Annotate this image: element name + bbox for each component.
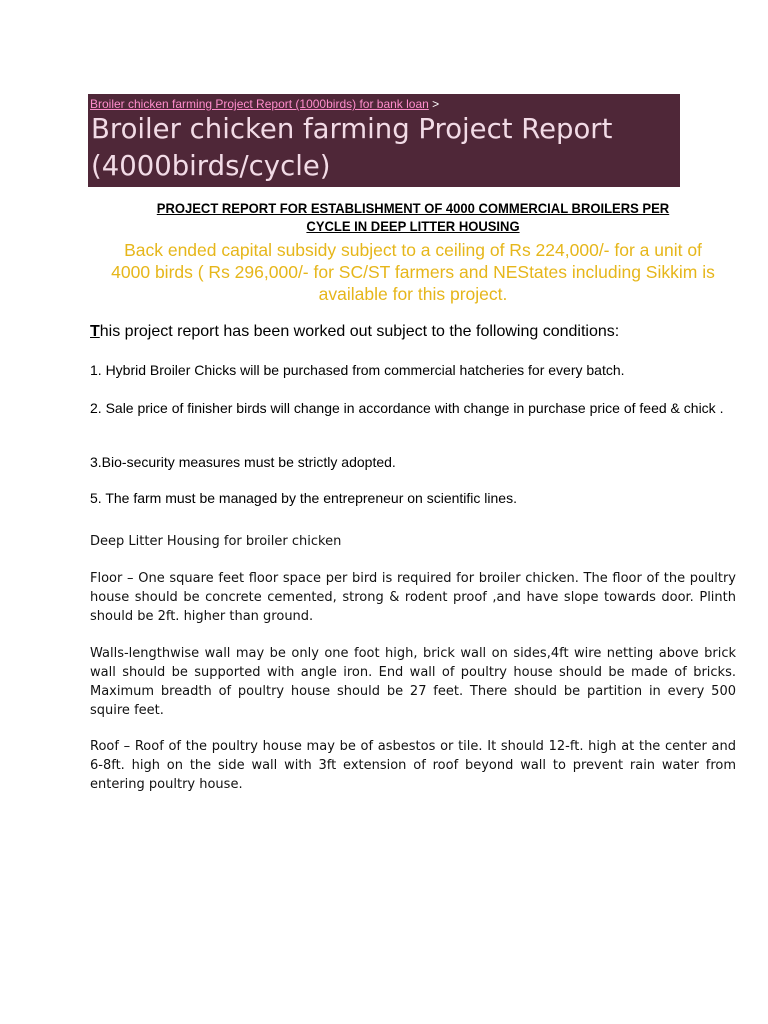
intro-dropcap: T xyxy=(90,323,100,340)
condition-item: 3.Bio-security measures must be strictly adopted. xyxy=(90,454,396,470)
condition-item: 5. The farm must be managed by the entrepreneur on scientific lines. xyxy=(90,490,517,506)
condition-item: 2. Sale price of finisher birds will change in accordance with change in purchase price of feed & chick . xyxy=(90,400,724,416)
page-title-line-2: (4000birds/cycle) xyxy=(91,150,331,182)
subsidy-line-1: Back ended capital subsidy subject to a ceiling of Rs 224,000/- for a unit of xyxy=(124,240,702,260)
breadcrumb-link-1000birds[interactable]: Broiler chicken farming Project Report (1000birds) for bank loan xyxy=(90,97,429,111)
breadcrumb xyxy=(90,97,439,111)
report-heading-line-1: PROJECT REPORT FOR ESTABLISHMENT OF 4000 COMMERCIAL BROILERS PER xyxy=(156,200,670,216)
intro-text: his project report has been worked out subject to the following conditions: xyxy=(99,323,620,340)
title-banner xyxy=(88,94,680,187)
roof-paragraph: Roof – Roof of the poultry house may be of asbestos or tile. It should 12-ft. high at the center and 6-8ft. high on the side wall with 3ft extension of roof beyond wall to prevent rain water from entering poultry house. xyxy=(90,739,736,792)
housing-section-title: Deep Litter Housing for broiler chicken xyxy=(90,534,342,549)
report-heading-line-2: CYCLE IN DEEP LITTER HOUSING xyxy=(306,218,520,234)
subsidy-note xyxy=(90,239,736,305)
breadcrumb-separator: > xyxy=(432,97,440,111)
floor-paragraph: Floor – One square feet floor space per bird is required for broiler chicken. The floor of the poultry house should be concrete cemented, strong & rodent proof ,and have slope towards door. Plinth should be 2ft. higher than ground. xyxy=(90,571,736,624)
conditions-intro xyxy=(90,322,619,342)
condition-item: 1. Hybrid Broiler Chicks will be purchased from commercial hatcheries for every batch. xyxy=(90,362,625,378)
subsidy-line-3: available for this project. xyxy=(318,284,508,304)
report-heading xyxy=(113,199,714,235)
walls-paragraph: Walls-lengthwise wall may be only one foot high, brick wall on sides,4ft wire netting above brick wall should be supported with angle iron. End wall of poultry house should be made of bricks. Maximum breadth of poultry house should be 27 feet. There should be partition in every 500 squire feet. xyxy=(90,646,736,718)
page-title-line-1: Broiler chicken farming Project Report xyxy=(91,113,613,145)
page-title xyxy=(91,111,612,185)
subsidy-line-2: 4000 birds ( Rs 296,000/- for SC/ST farmers and NEStates including Sikkim is xyxy=(111,262,715,282)
